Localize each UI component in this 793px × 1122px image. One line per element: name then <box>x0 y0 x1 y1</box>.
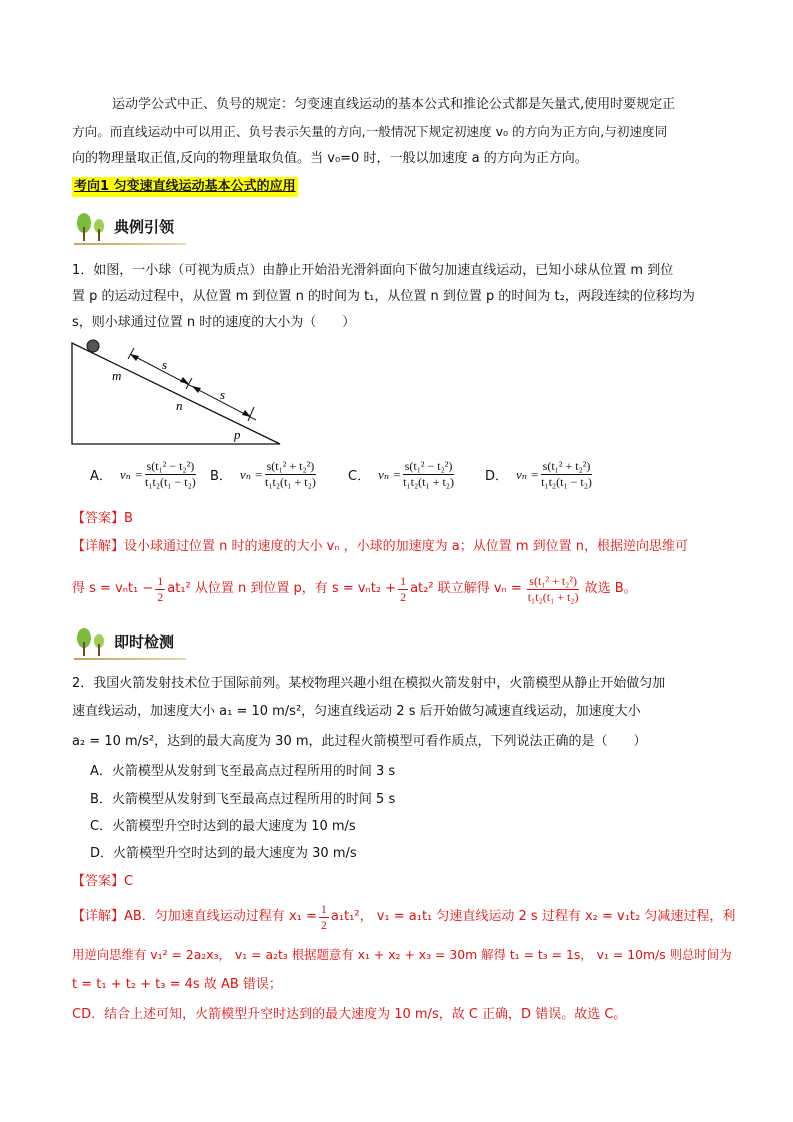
q1-line-3: s，则小球通过位置 n 时的速度的大小为（ ） <box>72 315 356 330</box>
heading-underline <box>74 658 186 660</box>
test-heading-label: 即时检测 <box>114 632 175 651</box>
q1-answer: 【答案】B <box>72 511 133 526</box>
q1-option-b[interactable]: B． vₙ = $\frac{\text{s(t₁² + t₂²)}}{\text{t₁t₂(t₁ + t₂)}}$ <box>210 459 316 489</box>
q1-line-2: 置 p 的运动过程中，从位置 m 到位置 n 的时间为 t₁，从位置 n 到位置 p 的时间为 t₂，两段连续的位移均为 <box>72 289 695 304</box>
q1-option-d[interactable]: D． vₙ = $\frac{\text{s(t₁² + t₂²)}}{\text{t₁t₂(t₁ − t₂)}}$ <box>485 459 592 489</box>
example-heading-label: 典例引领 <box>114 217 175 236</box>
intro-line-1: 运动学公式中正、负号的规定：匀变速直线运动的基本公式和推论公式都是矢量式,使用时要规定正 <box>112 97 676 112</box>
q1-option-c[interactable]: C． vₙ = $\frac{\text{s(t₁² − t₂²)}}{\text{t₁t₂(t₁ + t₂)}}$ <box>348 459 454 489</box>
label-s-2: s <box>220 387 226 402</box>
q2-option-b[interactable]: B．火箭模型从发射到飞至最高点过程所用的时间 5 s <box>90 792 396 807</box>
label-s-1: s <box>162 357 168 372</box>
example-heading <box>74 210 174 242</box>
tree-icon <box>74 625 110 657</box>
q2-line-2: 速直线运动，加速度大小 a₁ = 10 m/s²，匀速直线运动 2 s 后开始做匀减速直线运动，加速度大小 <box>72 704 641 719</box>
section-heading: 考向1 匀变速直线运动基本公式的应用 <box>72 177 298 197</box>
q2-line-1: 2．我国火箭发射技术位于国际前列。某校物理兴趣小组在模拟火箭发射中，火箭模型从静止开始做匀加 <box>72 676 666 691</box>
incline-triangle <box>72 343 280 444</box>
q2-detail-line-2: 用逆向思维有 v₁² = 2a₂x₃， v₁ = a₂t₃ 根据题意有 x₁ + x₂ + x₃ = 30m 解得 t₁ = t₃ = 1s， v₁ = 10m/s 则总时间为 <box>72 947 732 962</box>
q1-line-1: 1．如图，一小球（可视为质点）由静止开始沿光滑斜面向下做匀加速直线运动，已知小球从位置 m 到位 <box>72 263 674 278</box>
q2-option-d[interactable]: D．火箭模型升空时达到的最大速度为 30 m/s <box>90 846 357 861</box>
incline-figure <box>68 335 288 447</box>
q2-detail-line-1: 【详解】AB．匀加速直线运动过程有 x₁ = $\frac{1}{2}$ a₁t₁²， v₁ = a₁t₁ 匀速直线运动 2 s 过程有 x₂ = v₁t₂ 匀减速过程，利 <box>72 901 736 932</box>
label-n: n <box>176 398 183 413</box>
label-p: p <box>234 427 241 442</box>
heading-underline <box>74 243 186 245</box>
intro-line-2: 方向。而直线运动中可以用正、负号表示矢量的方向,一般情况下规定初速度 v₀ 的方向为正方向,与初速度同 <box>72 124 668 139</box>
test-heading <box>74 625 174 657</box>
ball <box>87 340 99 352</box>
q2-detail-line-4: CD．结合上述可知，火箭模型升空时达到的最大速度为 10 m/s，故 C 正确，D 错误。故选 C。 <box>72 1007 627 1022</box>
q1-detail-line-1: 【详解】设小球通过位置 n 时的速度的大小 vₙ ，小球的加速度为 a；从位置 m 到位置 n，根据逆向思维可 <box>72 539 689 554</box>
label-m: m <box>112 368 122 383</box>
q1-option-a[interactable]: A． vₙ = $\frac{\text{s(t₁² − t₂²)}}{\text{t₁t₂(t₁ − t₂)}}$ <box>90 459 196 489</box>
q2-option-c[interactable]: C．火箭模型升空时达到的最大速度为 10 m/s <box>90 819 356 834</box>
q2-detail-line-3: t = t₁ + t₂ + t₃ = 4s 故 AB 错误； <box>72 977 282 992</box>
q1-detail-line-2: 得 s = vₙt₁ − $\frac{1}{2}$ at₁² 从位置 n 到位置 p，有 s = vₙt₂ + $\frac{1}{2}$ at₂² 联立解得 vₙ = $\frac{\text{s(t₁² + t₂²)}}{\text{t₁t₂(t₁ + t₂)}}$ 故选 B。 <box>72 573 637 604</box>
tree-icon <box>74 210 110 242</box>
q2-answer: 【答案】C <box>72 874 134 889</box>
q2-line-3: a₂ = 10 m/s²，达到的最大高度为 30 m，此过程火箭模型可看作质点，下列说法正确的是（ ） <box>72 734 647 749</box>
q2-option-a[interactable]: A．火箭模型从发射到飞至最高点过程所用的时间 3 s <box>90 764 396 779</box>
intro-line-3: 向的物理量取正值,反向的物理量取负值。当 v₀=0 时，一般以加速度 a 的方向为正方向。 <box>72 151 588 166</box>
